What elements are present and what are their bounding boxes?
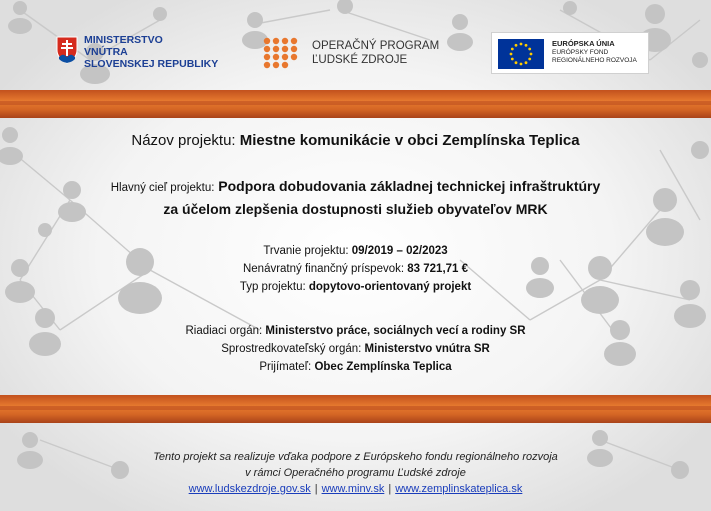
type-label: Typ projektu:: [239, 281, 306, 293]
type-value: dopytovo-orientovaný projekt: [308, 281, 472, 293]
recipient-value: Obec Zemplínska Teplica: [314, 361, 452, 373]
intermediate-row: [0, 340, 711, 358]
op-logo-line: ĽUDSKÉ ZDROJE: [312, 54, 408, 66]
grant-row: [0, 260, 711, 278]
orange-band-top: [0, 90, 711, 118]
footer-line1: Tento projekt sa realizuje vďaka podpore z Európskeho fondu regionálneho rozvoja: [153, 451, 558, 463]
orange-band-bottom: [0, 395, 711, 423]
managing-label: Riadiaci orgán:: [185, 325, 263, 337]
footer: [0, 449, 711, 497]
recipient-row: [0, 358, 711, 376]
link-separator: |: [388, 483, 392, 495]
project-goal-value-line2: za účelom zlepšenia dostupnosti služieb obyvateľov MRK: [163, 201, 548, 217]
eu-logo: [491, 32, 649, 74]
ministry-logo-line: SLOVENSKEJ REPUBLIKY: [84, 58, 219, 70]
project-organizations: [0, 322, 711, 376]
ministry-logo-line: MINISTERSTVO: [84, 34, 163, 46]
link-zemplinskateplica[interactable]: www.zemplinskateplica.sk: [395, 483, 523, 495]
duration-label: Trvanie projektu:: [263, 245, 349, 257]
slovak-coat-of-arms-icon: [56, 36, 78, 64]
intermediate-label: Sprostredkovateľský orgán:: [221, 343, 362, 355]
project-name-label: Názov projektu:: [131, 132, 236, 149]
grant-label: Nenávratný finančný príspevok:: [242, 263, 405, 275]
type-row: [0, 278, 711, 296]
intermediate-value: Ministerstvo vnútra SR: [364, 343, 490, 355]
footer-line2: v rámci Operačného programu Ľudské zdroje: [245, 467, 466, 479]
footer-links: [0, 481, 711, 497]
orange-dots-icon: [262, 36, 300, 70]
op-logo-line: OPERAČNÝ PROGRAM: [312, 40, 440, 52]
logo-header: [0, 0, 711, 90]
project-meta: [0, 242, 711, 296]
eu-logo-line: REGIONÁLNEHO ROZVOJA: [552, 57, 637, 64]
eu-logo-title: EURÓPSKA ÚNIA: [552, 39, 615, 48]
link-separator: |: [314, 483, 318, 495]
eu-logo-line: EURÓPSKY FOND: [552, 48, 609, 56]
project-goal: [0, 176, 711, 220]
recipient-label: Prijímateľ:: [259, 361, 312, 373]
project-goal-label: Hlavný cieľ projektu:: [110, 182, 215, 194]
eu-flag-icon: [498, 39, 544, 69]
managing-row: [0, 322, 711, 340]
link-minv[interactable]: www.minv.sk: [321, 483, 385, 495]
ministry-logo-line: VNÚTRA: [84, 46, 128, 58]
duration-row: [0, 242, 711, 260]
project-name-value: Miestne komunikácie v obci Zemplínska Teplica: [239, 132, 580, 149]
duration-value: 09/2019 – 02/2023: [351, 245, 448, 257]
managing-value: Ministerstvo práce, sociálnych vecí a rodiny SR: [265, 325, 526, 337]
project-name: [0, 132, 711, 150]
project-goal-value-line1: Podpora dobudovania základnej technickej infraštruktúry: [218, 178, 601, 194]
project-info: [0, 118, 711, 395]
grant-value: 83 721,71 €: [407, 263, 469, 275]
link-ludskezdroje[interactable]: www.ludskezdroje.gov.sk: [188, 483, 311, 495]
